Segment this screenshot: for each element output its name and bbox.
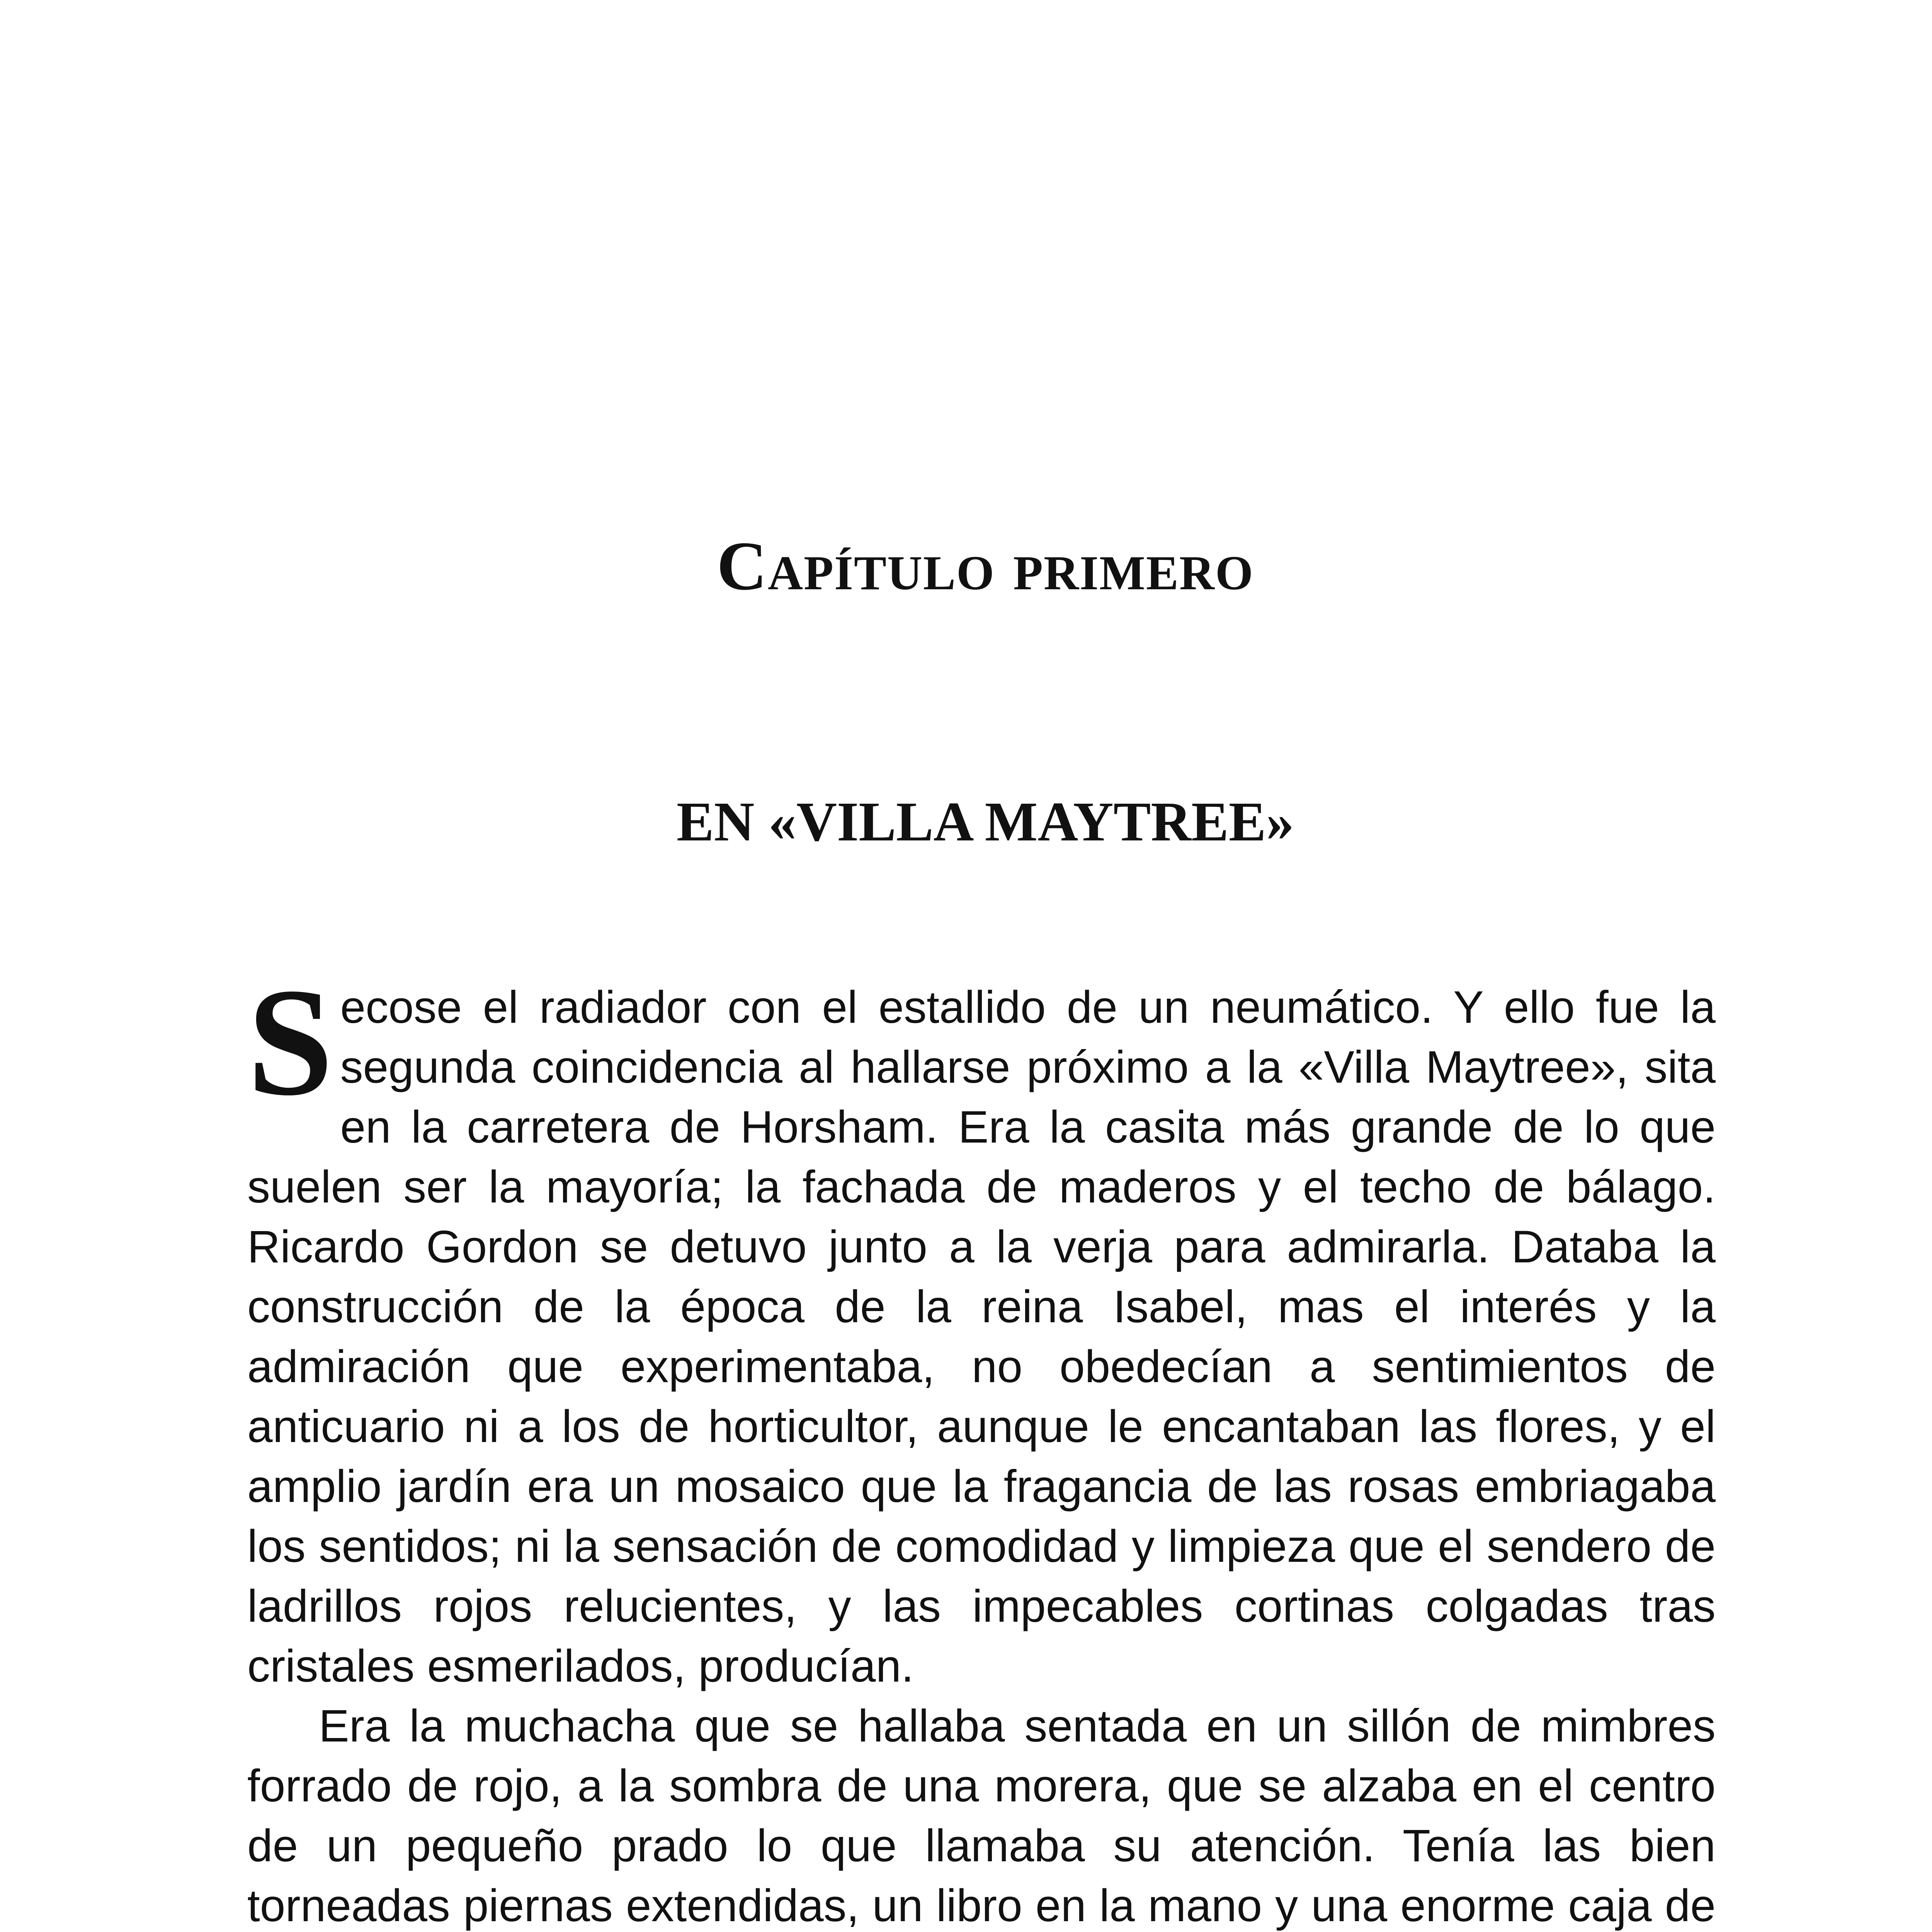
drop-cap: S [247,956,333,1128]
chapter-subtitle: EN «VILLA MAYTREE» [676,791,1294,853]
chapter-title: Capítulo primero [716,527,1254,604]
paragraph-2: Era la muchacha que se hallaba sentada en un sillón de mimbres forrado de rojo, a la sombra de una morera, que se alzaba en el centro de un pequeño prado lo que llamaba su atención. Tenía las bien torneadas piernas extendidas, un libro en la mano y una enorme caja de [247,1701,1716,1931]
paragraph-1 [247,956,1716,1696]
chapter-body [247,956,1716,1932]
paragraph-1-text: ecose el radiador con el estallido de un neumático. Y ello fue la segunda coincidencia al hallarse próximo a la «Villa Maytree», sita en la carretera de Horsham. Era la casita más grande de lo que suelen ser la mayoría; la fachada de maderos y el techo de bálago. Ricardo Gordon se detuvo junto a la verja para admirarla. Databa la construcción de la época de la reina Isabel, mas el interés y la admiración que experimentaba, no obedecían a sentimientos de anticuario ni a los de horticultor, aunque le encantaban las flores, y el amplio jardín era un mosaico que la fragancia de las rosas embriagaba los sentidos; ni la sensación de comodidad y limpieza que el sendero de ladrillos rojos relucientes, y las impecables cortinas colgadas tras cristales esmerilados, producían. [247,982,1716,1692]
